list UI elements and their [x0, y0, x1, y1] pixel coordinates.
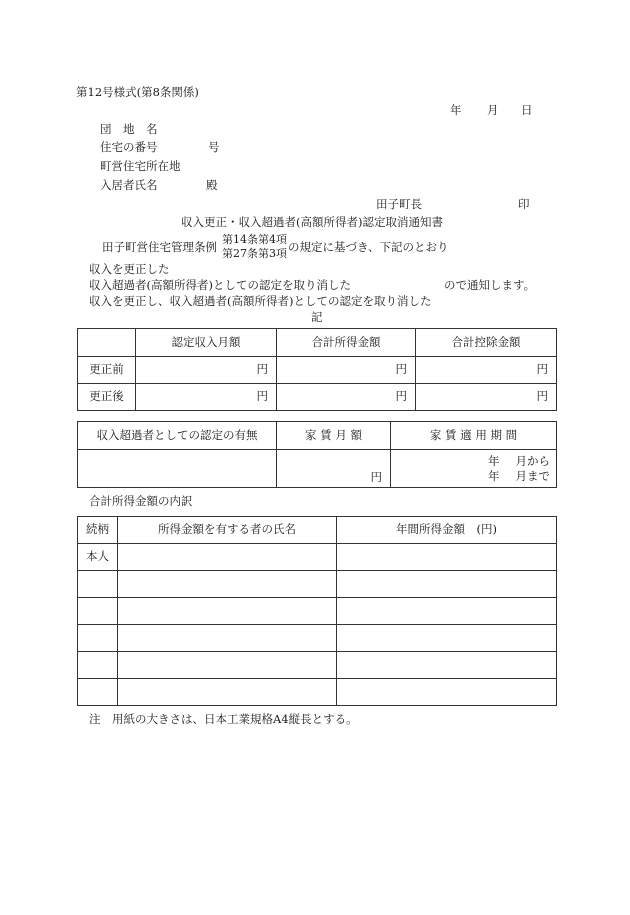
table-row	[78, 450, 557, 488]
notify-text: ので通知します。	[444, 278, 536, 292]
row-label-before: 更正前	[78, 357, 136, 384]
header-certified-income: 認定収入月額	[136, 329, 277, 357]
certification-status-cell	[78, 450, 277, 488]
header-relationship: 続柄	[78, 517, 118, 544]
table-row	[78, 357, 557, 384]
header-certification-status: 収入超過者としての認定の有無	[78, 422, 277, 450]
article-a: 第14条第4項	[222, 233, 287, 246]
income-cell	[337, 571, 557, 598]
ki-label: 記	[311, 310, 323, 324]
option-revise-income: 収入を更正した	[89, 262, 170, 276]
period-from	[391, 454, 550, 469]
header-rent-period: 家 賃 適 用 期 間	[391, 422, 557, 450]
relationship-cell	[78, 679, 118, 706]
issuer-title: 田子町長	[376, 197, 422, 211]
income-cell	[337, 544, 557, 571]
period-from-month: 月から	[515, 453, 550, 468]
danchi-name-label: 団 地 名	[100, 122, 158, 136]
yen-cell: 円	[416, 357, 557, 384]
date-month: 月	[487, 103, 499, 117]
income-table-header-blank	[78, 329, 136, 357]
yen-cell: 円	[277, 357, 416, 384]
article-stack	[222, 234, 287, 259]
relationship-cell	[78, 625, 118, 652]
rent-yen-cell: 円	[277, 450, 391, 488]
name-cell	[118, 571, 337, 598]
yen-cell: 円	[136, 384, 277, 411]
header-total-deduction: 合計控除金額	[416, 329, 557, 357]
basis-text: の規定に基づき、下記のとおり	[288, 240, 449, 254]
relationship-cell	[78, 652, 118, 679]
ordinance-name: 田子町営住宅管理条例	[102, 240, 217, 254]
income-cell	[337, 625, 557, 652]
yen-cell: 円	[277, 384, 416, 411]
option-cancel-certification: 収入超過者(高額所得者)としての認定を取り消した	[89, 278, 351, 292]
table-row	[78, 571, 557, 598]
breakdown-label: 合計所得金額の内訳	[89, 494, 193, 508]
date-day: 日	[521, 103, 533, 117]
document-title: 収入更正・収入超過者(高額所得者)認定取消通知書	[181, 215, 443, 229]
row-label-after: 更正後	[78, 384, 136, 411]
footnote: 注 用紙の大きさは、日本工業規格A4縦長とする。	[89, 712, 358, 726]
table-row	[78, 384, 557, 411]
rent-period-cell	[391, 450, 557, 488]
location-label: 町営住宅所在地	[100, 159, 181, 173]
relationship-cell: 本人	[78, 544, 118, 571]
income-table	[77, 328, 557, 411]
breakdown-table	[77, 516, 557, 706]
header-annual-income: 年間所得金額 (円)	[337, 517, 557, 544]
certification-table	[77, 421, 557, 488]
period-to-month: 月まで	[515, 468, 550, 483]
name-cell	[118, 652, 337, 679]
name-cell	[118, 625, 337, 652]
income-table-header	[78, 329, 557, 357]
table-row	[78, 625, 557, 652]
name-cell	[118, 598, 337, 625]
yen-cell: 円	[416, 384, 557, 411]
relationship-cell	[78, 598, 118, 625]
header-earner-name: 所得金額を有する者の氏名	[118, 517, 337, 544]
house-number-unit: 号	[208, 140, 220, 154]
table-row	[78, 652, 557, 679]
article-b: 第27条第3項	[222, 247, 287, 260]
income-cell	[337, 652, 557, 679]
house-number-label: 住宅の番号	[100, 140, 158, 154]
period-to-year: 年	[488, 468, 500, 483]
table-row	[78, 679, 557, 706]
table-row	[78, 544, 557, 571]
income-cell	[337, 679, 557, 706]
yen-cell: 円	[136, 357, 277, 384]
certification-table-header	[78, 422, 557, 450]
period-from-year: 年	[488, 453, 500, 468]
breakdown-table-header	[78, 517, 557, 544]
period-to	[391, 469, 550, 484]
option-revise-and-cancel: 収入を更正し、収入超過者(高額所得者)としての認定を取り消した	[89, 294, 432, 308]
table-row	[78, 598, 557, 625]
name-cell	[118, 544, 337, 571]
date-year: 年	[450, 103, 462, 117]
income-cell	[337, 598, 557, 625]
form-number-label: 第12号様式(第8条関係)	[76, 85, 199, 99]
header-monthly-rent: 家 賃 月 額	[277, 422, 391, 450]
honorific-label: 殿	[206, 178, 218, 192]
seal-mark: 印	[518, 197, 530, 211]
header-total-income: 合計所得金額	[277, 329, 416, 357]
relationship-cell	[78, 571, 118, 598]
name-cell	[118, 679, 337, 706]
tenant-name-label: 入居者氏名	[100, 178, 158, 192]
